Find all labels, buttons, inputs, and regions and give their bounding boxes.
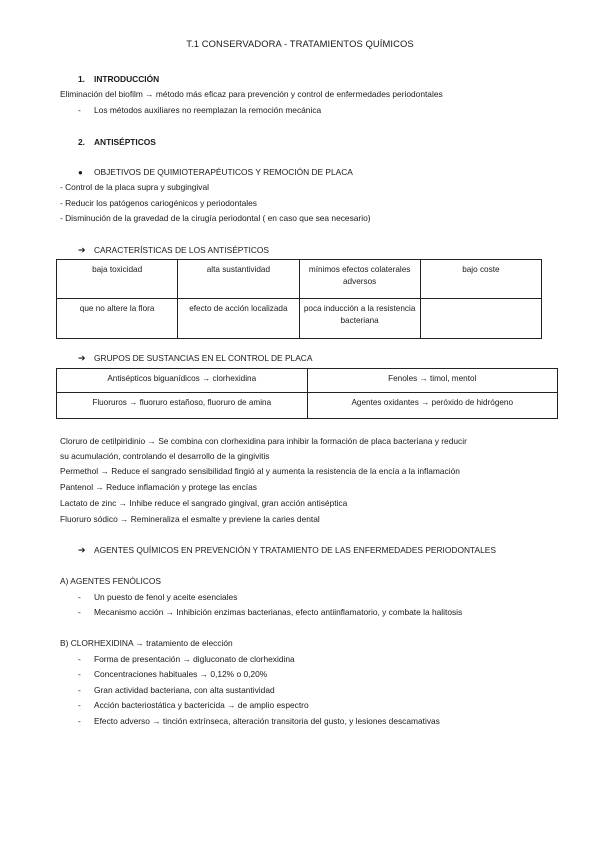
paragraph-line: su acumulación, controlando el desarrollo de la gingivitis [60,451,270,461]
section-title: INTRODUCCIÓN [94,74,160,84]
dash-bullet: - [78,607,81,617]
table-row [57,369,558,393]
table-row [57,299,542,339]
bullet-dot-icon: ● [78,168,83,177]
grupos-table [56,368,558,419]
dash-bullet: - [78,716,81,726]
list-item [78,716,440,727]
clorhexidina-heading: B) CLORHEXIDINA → tratamiento de elección [60,638,233,648]
table-row [57,393,558,419]
table-cell: efecto de acción localizada [178,299,299,339]
dash-bullet: - [78,105,81,115]
table-cell: alta sustantividad [178,260,299,299]
arrow-icon: ➔ [78,545,86,555]
section-number: 1. [78,74,85,84]
arrow-icon: ➔ [78,245,86,255]
table-cell: mínimos efectos colaterales adversos [299,260,420,299]
page-title: T.1 CONSERVADORA - TRATAMIENTOS QUÍMICOS [186,38,414,49]
list-item [78,700,309,711]
paragraph-line: Pantenol → Reduce inflamación y protege las encías [60,482,257,492]
paragraph-line: Permethol → Reduce el sangrado sensibilidad fingió al y aumenta la resistencia de la encía a la inflamación [60,466,460,476]
arrow-icon: ➔ [78,353,86,363]
caracteristicas-table [56,259,542,339]
table-cell: Antisépticos biguanídicos → clorhexidina [57,369,308,393]
list-item: - Control de la placa supra y subgingival [60,182,209,192]
subheading-text: CARACTERÍSTICAS DE LOS ANTISÉPTICOS [94,245,269,255]
paragraph-line: Fluoruro sódico → Remineraliza el esmalte y previene la caries dental [60,514,320,524]
list-item-text: Forma de presentación → digluconato de clorhexidina [94,654,295,664]
subheading-text: GRUPOS DE SUSTANCIAS EN EL CONTROL DE PLACA [94,353,313,363]
table-cell: Fenoles → timol, mentol [307,369,558,393]
section-number: 2. [78,137,85,147]
section-heading-introduccion [78,74,159,85]
list-item [78,607,462,618]
table-cell: bajo coste [420,260,541,299]
dash-bullet: - [78,592,81,602]
list-item-text: Mecanismo acción → Inhibición enzimas bacterianas, efecto antiinflamatorio, y combate la halitosis [94,607,463,617]
subheading-objetivos [78,167,353,178]
list-item [78,669,267,680]
table-row [57,260,542,299]
list-item [78,654,295,665]
list-item-text: Un puesto de fenol y aceite esenciales [94,592,238,602]
subheading-text: AGENTES QUÍMICOS EN PREVENCIÓN Y TRATAMIENTO DE LAS ENFERMEDADES PERIODONTALES [94,545,496,555]
table-cell: baja toxicidad [57,260,178,299]
dash-bullet: - [78,700,81,710]
subheading-agentes [78,545,496,556]
subheading-caracteristicas [78,245,269,256]
table-cell: Fluoruros → fluoruro estañoso, fluoruro de amina [57,393,308,419]
table-cell: Agentes oxidantes → peróxido de hidrógeno [307,393,558,419]
intro-text: Eliminación del biofilm → método más eficaz para prevención y control de enfermedades periodontales [60,89,443,99]
fenolicos-heading: A) AGENTES FENÓLICOS [60,576,161,586]
list-item-text: Efecto adverso → tinción extrínseca, alteración transitoria del gusto, y lesiones descamativas [94,716,440,726]
list-item-text: Acción bacteriostática y bactericida → de amplio espectro [94,700,309,710]
paragraph-line: Cloruro de cetilpiridinio → Se combina con clorhexidina para inhibir la formación de placa bacteriana y reducir [60,436,467,446]
list-item-text: Concentraciones habituales → 0,12% o 0,20% [94,669,268,679]
list-item: - Disminución de la gravedad de la cirugía periodontal ( en caso que sea necesario) [60,213,371,223]
subheading-grupos [78,353,312,364]
list-item [78,685,275,696]
paragraph-line: Lactato de zinc → Inhibe reduce el sangrado gingival, gran acción antiséptica [60,498,348,508]
list-item [78,105,321,116]
section-title: ANTISÉPTICOS [94,137,156,147]
list-item-text: Los métodos auxiliares no reemplazan la remoción mecánica [94,105,322,115]
table-cell: que no altere la flora [57,299,178,339]
list-item: - Reducir los patógenos cariogénicos y periodontales [60,198,257,208]
dash-bullet: - [78,654,81,664]
dash-bullet: - [78,685,81,695]
dash-bullet: - [78,669,81,679]
list-item [78,592,237,603]
table-cell [420,299,541,339]
section-heading-antisepticos [78,137,156,148]
list-item-text: Gran actividad bacteriana, con alta sustantividad [94,685,275,695]
table-cell: poca inducción a la resistencia bacteriana [299,299,420,339]
subheading-text: OBJETIVOS DE QUIMIOTERAPÉUTICOS Y REMOCIÓN DE PLACA [94,167,353,177]
